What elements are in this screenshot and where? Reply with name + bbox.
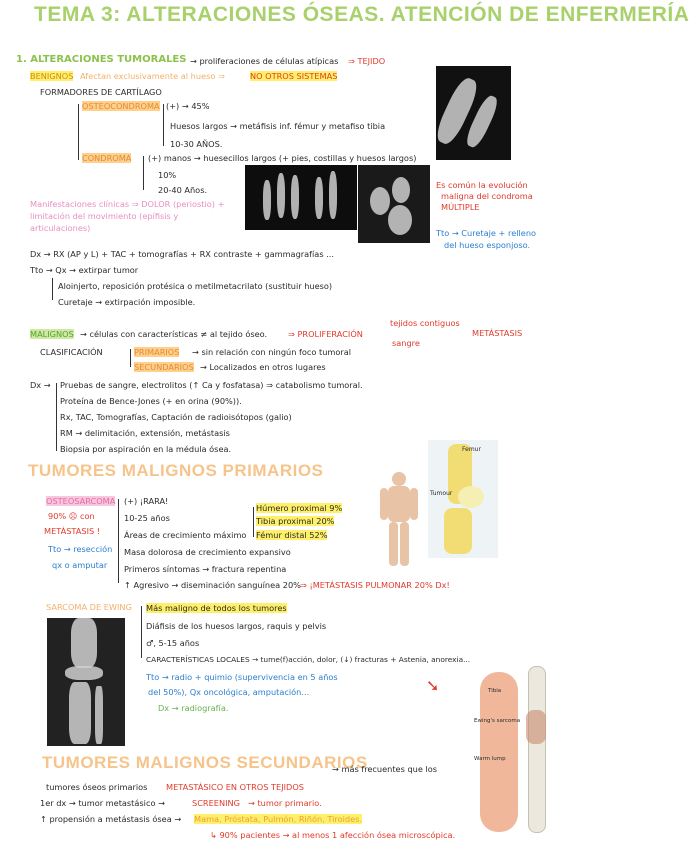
heading-tag: ⇒ TEJIDO	[348, 56, 386, 66]
ewing-dx: Dx → radiografía.	[158, 703, 229, 713]
dx-label: Dx →	[30, 380, 51, 390]
secundarios-after: → más frecuentes que los	[332, 764, 438, 774]
tto-note: del hueso esponjoso.	[444, 240, 531, 250]
leg-label-warm: Warm lump	[474, 756, 506, 762]
metastasis-pulmonar: ⇒ ¡METÁSTASIS PULMONAR 20% Dx!	[300, 580, 450, 590]
knee-label-tumour: Tumour	[430, 490, 453, 497]
condroma-label: CONDROMA	[82, 153, 132, 163]
secundarios-line: 1er dx → tumor metastásico →	[40, 798, 165, 808]
leg-label-ewing: Ewing's sarcoma	[474, 718, 521, 724]
secundarios-title: TUMORES MALIGNOS SECUNDARIOS	[42, 753, 368, 772]
tto-item: Aloinjerto, reposición protésica o metilmetacrilato (sustituir hueso)	[58, 281, 333, 291]
tto-item: Curetaje → extirpación imposible.	[58, 297, 196, 307]
primarios-label: PRIMARIOS	[134, 347, 180, 357]
xray-knee-image	[47, 618, 125, 746]
osteo-item: Masa dolorosa de crecimiento expansivo	[124, 547, 291, 557]
secundarios-text: → Localizados en otros lugares	[200, 362, 326, 372]
primarios-text: → sin relación con ningún foco tumoral	[192, 347, 352, 357]
osteocondroma-label: OSTEOCONDROMA	[82, 101, 160, 111]
condroma-note: MÚLTIPLE	[441, 202, 480, 212]
ewing-item: ♂, 5-15 años	[146, 638, 200, 648]
knee-label-femur: Femur	[462, 446, 481, 453]
site-tibia: Tibia proximal 20%	[256, 516, 335, 526]
secundarios-line: ↳ 90% pacientes → al menos 1 afección ósea microscópica.	[210, 830, 456, 840]
xray-deformed-hand-image	[358, 165, 430, 243]
tto-line: Tto → Qx → extirpar tumor	[30, 265, 139, 275]
manifestaciones: limitación del movimiento (epífisis y	[30, 211, 179, 221]
osteo-item: 10-25 años	[124, 513, 170, 523]
osteo-item: Huesos largos → metáfisis inf. fémur y metafiso tibia	[170, 121, 386, 131]
osteo-metastasis: METÁSTASIS !	[44, 526, 101, 536]
ewing-item: Diáfisis de los huesos largos, raquis y pelvis	[146, 621, 327, 631]
primarios-title: TUMORES MALIGNOS PRIMARIOS	[28, 461, 324, 480]
benignos-text: Afectan exclusivamente al hueso ⇒	[80, 71, 225, 81]
secundarios-line: ↑ propensión a metástasis ósea →	[40, 814, 182, 824]
condroma-item: 10%	[158, 170, 177, 180]
osteo-item: Áreas de crecimiento máximo	[124, 530, 247, 540]
secundarios-label: SECUNDARIOS	[134, 362, 194, 372]
malignos-label: MALIGNOS	[30, 329, 74, 339]
benignos-label: BENIGNOS	[30, 71, 74, 81]
secundarios-line: tumores óseos primarios	[46, 782, 148, 792]
condroma-note: maligna del condroma	[441, 191, 533, 201]
formadores-label: FORMADORES DE CARTÍLAGO	[40, 87, 162, 97]
site-femur: Fémur distal 52%	[256, 530, 328, 540]
ewing-tto: del 50%), Qx oncológica, amputación...	[148, 687, 310, 697]
organs: Mama, Próstata, Pulmón, Riñón, Tiroides.	[194, 814, 362, 824]
leg-illustration	[470, 664, 580, 842]
condroma-note: Es común la evolución	[436, 180, 528, 190]
leg-label-tibia: Tibia	[488, 688, 502, 694]
benignos-tag: NO OTROS SISTEMAS	[250, 71, 338, 81]
secundarios-line: METASTÁSICO EN OTROS TEJIDOS	[166, 782, 304, 792]
tto-note: Tto → Curetaje + relleno	[436, 228, 537, 238]
ewing-tto: Tto → radio + quimio (supervivencia en 5 años	[146, 672, 338, 682]
secundarios-line: ⇝ tumor primario.	[248, 798, 322, 808]
dx-item: Rx, TAC, Tomografías, Captación de radioisótopos (galio)	[60, 412, 292, 422]
condroma-item: 20-40 Años.	[158, 185, 208, 195]
clasificacion: CLASIFICACIÓN	[40, 347, 103, 357]
branch-sangre: sangre	[392, 338, 420, 348]
malignos-text: → células con características ≠ al tejido óseo.	[80, 329, 268, 339]
ewing-item: CARACTERÍSTICAS LOCALES → tume(f)acción, dolor, (↓) fracturas + Astenia, anorexia...	[146, 655, 471, 664]
knee-illustration	[428, 440, 498, 558]
heading-rest: → proliferaciones de células atípicas	[190, 56, 339, 66]
dx-item: Proteína de Bence-Jones (+ en orina (90%)).	[60, 396, 242, 406]
osteosarcoma-label: OSTEOSARCOMA	[46, 496, 116, 506]
osteo-item: Primeros síntomas → fractura repentina	[124, 564, 287, 574]
osteo-item: (+) → 45%	[166, 101, 210, 111]
osteo-qx: qx o amputar	[52, 560, 108, 570]
screening: SCREENING	[192, 798, 240, 808]
dx-item: Biopsia por aspiración en la médula ósea.	[60, 444, 232, 454]
condroma-item: (+) manos → huesecillos largos (+ pies, costillas y huesos largos)	[148, 153, 417, 163]
site-humero: Húmero proximal 9%	[256, 503, 343, 513]
section-heading: 1. ALTERACIONES TUMORALES	[16, 54, 187, 65]
arrow-icon: ➘	[426, 676, 440, 695]
xray-hands-image	[245, 165, 357, 230]
ewing-item: Más maligno de todos los tumores	[146, 603, 287, 613]
manifestaciones: articulaciones)	[30, 223, 91, 233]
osteo-pct: 90% ☹ con	[48, 511, 95, 521]
dx-item: Pruebas de sangre, electrolitos (↑ Ca y fosfatasa) ⇒ catabolismo tumoral.	[60, 380, 363, 390]
metastasis-label: METÁSTASIS	[472, 328, 523, 338]
page-title: TEMA 3: ALTERACIONES ÓSEAS. ATENCIÓN DE ENFERMERÍA	[34, 3, 689, 26]
proliferacion: ⇒ PROLIFERACIÓN	[288, 329, 363, 339]
osteo-item: 10-30 AÑOS.	[170, 139, 223, 149]
xray-femur-image	[436, 66, 511, 160]
osteo-item: (+) ¡RARA!	[124, 496, 169, 506]
dx-item: RM → delimitación, extensión, metástasis	[60, 428, 230, 438]
osteo-tto: Tto → resección	[48, 544, 113, 554]
osteo-item: ↑ Agresivo → diseminación sanguínea 20%	[124, 580, 301, 590]
dx-line: Dx → RX (AP y L) + TAC + tomografías + RX contraste + gammagrafías ...	[30, 249, 334, 259]
ewing-label: SARCOMA DE EWING	[46, 602, 132, 612]
branch-tejidos: tejidos contiguos	[390, 318, 460, 328]
manifestaciones: Manifestaciones clínicas ⇒ DOLOR (periostio) +	[30, 199, 225, 209]
body-figure-image	[378, 472, 422, 568]
